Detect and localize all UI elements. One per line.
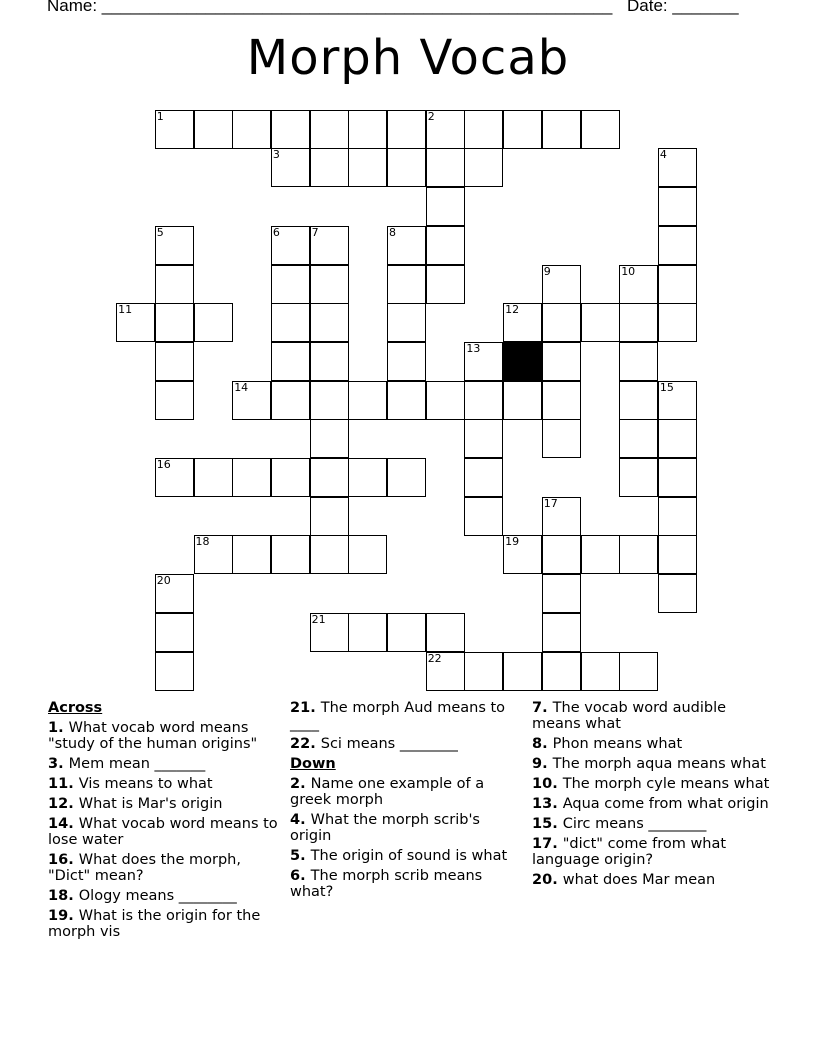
grid-cell[interactable] bbox=[619, 381, 658, 420]
clue-number: 2 bbox=[290, 776, 301, 792]
clue-text: Ology means ________ bbox=[78, 888, 237, 904]
grid-cell[interactable] bbox=[542, 342, 581, 381]
clue-number: 14 bbox=[48, 816, 69, 832]
clue-text: Circ means ________ bbox=[562, 816, 707, 832]
grid-cell[interactable] bbox=[116, 303, 155, 342]
down-clue: 7. The vocab word audible means what bbox=[532, 700, 727, 732]
date-line: Date: _______ bbox=[627, 0, 739, 15]
clue-number: 3 bbox=[48, 756, 59, 772]
clue-text: What vocab word means to lose water bbox=[48, 816, 278, 848]
grid-cell[interactable] bbox=[155, 342, 194, 381]
grid-cell[interactable] bbox=[271, 342, 310, 381]
grid-cell[interactable] bbox=[271, 303, 310, 342]
grid-cell[interactable] bbox=[581, 652, 620, 691]
across-clue: 1. What vocab word means "study of the human origins" bbox=[48, 720, 258, 752]
clue-text: Phon means what bbox=[552, 736, 683, 752]
grid-cell[interactable] bbox=[658, 148, 697, 187]
grid-cell[interactable] bbox=[271, 535, 310, 574]
grid-cell[interactable] bbox=[155, 226, 194, 265]
across-clue: 14. What vocab word means to lose water bbox=[48, 816, 278, 848]
clue-text: The morph aqua means what bbox=[552, 756, 766, 772]
grid-cell[interactable] bbox=[426, 652, 465, 691]
clue-number: 15 bbox=[532, 816, 553, 832]
cell-number: 9 bbox=[543, 264, 551, 278]
grid-cell[interactable] bbox=[658, 535, 697, 574]
grid-cell[interactable] bbox=[155, 265, 194, 304]
grid-cell[interactable] bbox=[387, 226, 426, 265]
name-line: Name: ______________________________________________________ bbox=[47, 0, 613, 15]
clue-text: The morph scrib means what? bbox=[290, 868, 483, 900]
down-clue: 13. Aqua come from what origin bbox=[532, 796, 769, 812]
clue-text: The morph Aud means to ____ bbox=[290, 700, 506, 732]
cell-number: 1 bbox=[156, 109, 164, 123]
grid-cell[interactable] bbox=[387, 148, 426, 187]
down-clue-list-continued bbox=[532, 700, 772, 888]
grid-cell[interactable] bbox=[426, 613, 465, 652]
grid-cell[interactable] bbox=[155, 574, 194, 613]
grid-cell[interactable] bbox=[348, 110, 387, 149]
down-clue: 8. Phon means what bbox=[532, 736, 683, 752]
grid-cell[interactable] bbox=[271, 226, 310, 265]
cell-number: 19 bbox=[505, 535, 520, 549]
cell-number: 15 bbox=[659, 380, 674, 394]
grid-cell[interactable] bbox=[658, 574, 697, 613]
down-clue: 6. The morph scrib means what? bbox=[290, 868, 483, 900]
clue-text: What does the morph, "Dict" mean? bbox=[48, 852, 241, 884]
grid-cell[interactable] bbox=[194, 535, 233, 574]
grid-cell[interactable] bbox=[619, 458, 658, 497]
grid-cell[interactable] bbox=[426, 265, 465, 304]
clue-text: Name one example of a greek morph bbox=[290, 776, 485, 808]
clue-number: 17 bbox=[532, 836, 553, 852]
clue-number: 22 bbox=[290, 736, 311, 752]
cell-number: 22 bbox=[427, 651, 442, 665]
clue-text: Sci means ________ bbox=[320, 736, 458, 752]
cell-number: 18 bbox=[195, 535, 210, 549]
grid-cell[interactable] bbox=[387, 342, 426, 381]
grid-cell[interactable] bbox=[232, 381, 271, 420]
grid-cell[interactable] bbox=[348, 535, 387, 574]
clue-text: "dict" come from what language origin? bbox=[532, 836, 727, 868]
across-clue: 21. The morph Aud means to ____ bbox=[290, 700, 506, 732]
grid-cell[interactable] bbox=[464, 381, 503, 420]
cell-number: 14 bbox=[234, 380, 249, 394]
cell-number: 4 bbox=[659, 148, 667, 162]
grid-cell[interactable] bbox=[310, 110, 349, 149]
grid-cell[interactable] bbox=[542, 303, 581, 342]
grid-cell[interactable] bbox=[387, 613, 426, 652]
grid-cell[interactable] bbox=[310, 148, 349, 187]
clue-number: 9 bbox=[532, 756, 543, 772]
grid-cell[interactable] bbox=[581, 303, 620, 342]
across-clue: 16. What does the morph, "Dict" mean? bbox=[48, 852, 241, 884]
grid-cell[interactable] bbox=[619, 303, 658, 342]
down-clue: 15. Circ means ________ bbox=[532, 816, 707, 832]
grid-cell[interactable] bbox=[155, 458, 194, 497]
cell-number: 7 bbox=[311, 225, 319, 239]
clue-text: Aqua come from what origin bbox=[562, 796, 769, 812]
across-clue-list bbox=[48, 720, 280, 940]
down-clue-list bbox=[290, 776, 522, 900]
grid-cell[interactable] bbox=[619, 419, 658, 458]
clues-column-right bbox=[532, 700, 772, 892]
across-clue: 3. Mem mean _______ bbox=[48, 756, 206, 772]
grid-cell[interactable] bbox=[503, 303, 542, 342]
clue-number: 10 bbox=[532, 776, 553, 792]
grid-cell[interactable] bbox=[426, 187, 465, 226]
grid-cell[interactable] bbox=[310, 535, 349, 574]
grid-cell[interactable] bbox=[348, 458, 387, 497]
grid-cell[interactable] bbox=[387, 303, 426, 342]
grid-cell[interactable] bbox=[232, 458, 271, 497]
grid-cell[interactable] bbox=[310, 342, 349, 381]
grid-cell[interactable] bbox=[310, 458, 349, 497]
grid-cell[interactable] bbox=[542, 265, 581, 304]
grid-cell[interactable] bbox=[658, 226, 697, 265]
grid-cell[interactable] bbox=[658, 187, 697, 226]
grid-cell[interactable] bbox=[542, 110, 581, 149]
grid-cell[interactable] bbox=[658, 419, 697, 458]
grid-cell[interactable] bbox=[503, 535, 542, 574]
down-clue: 9. The morph aqua means what bbox=[532, 756, 766, 772]
grid-cell[interactable] bbox=[310, 497, 349, 536]
clue-number: 6 bbox=[290, 868, 301, 884]
grid-cell[interactable] bbox=[310, 226, 349, 265]
grid-cell[interactable] bbox=[310, 303, 349, 342]
grid-cell[interactable] bbox=[232, 535, 271, 574]
grid-cell[interactable] bbox=[232, 110, 271, 149]
across-heading: Across bbox=[48, 700, 103, 716]
clue-number: 8 bbox=[532, 736, 543, 752]
grid-cell[interactable] bbox=[155, 613, 194, 652]
grid-cell[interactable] bbox=[658, 497, 697, 536]
across-clue-list-continued bbox=[290, 700, 522, 752]
grid-cell[interactable] bbox=[619, 652, 658, 691]
across-clue: 22. Sci means ________ bbox=[290, 736, 458, 752]
grid-cell[interactable] bbox=[464, 148, 503, 187]
cell-number: 13 bbox=[466, 341, 481, 355]
grid-cell[interactable] bbox=[619, 265, 658, 304]
grid-cell[interactable] bbox=[271, 458, 310, 497]
grid-cell[interactable] bbox=[542, 613, 581, 652]
clues-column-middle bbox=[290, 700, 522, 904]
grid-cell[interactable] bbox=[464, 458, 503, 497]
clue-text: What is the origin for the morph vis bbox=[48, 908, 261, 940]
grid-cell[interactable] bbox=[503, 381, 542, 420]
clue-number: 13 bbox=[532, 796, 553, 812]
grid-cell[interactable] bbox=[348, 381, 387, 420]
grid-cell[interactable] bbox=[426, 110, 465, 149]
grid-cell[interactable] bbox=[155, 303, 194, 342]
grid-cell[interactable] bbox=[581, 535, 620, 574]
grid-cell[interactable] bbox=[464, 110, 503, 149]
cell-number: 12 bbox=[505, 303, 520, 317]
grid-cell[interactable] bbox=[348, 148, 387, 187]
grid-cell[interactable] bbox=[387, 265, 426, 304]
clue-number: 1 bbox=[48, 720, 59, 736]
grid-cell[interactable] bbox=[658, 458, 697, 497]
grid-cell[interactable] bbox=[310, 381, 349, 420]
grid-cell[interactable] bbox=[464, 419, 503, 458]
grid-cell[interactable] bbox=[542, 497, 581, 536]
grid-cell[interactable] bbox=[581, 110, 620, 149]
grid-cell[interactable] bbox=[464, 497, 503, 536]
cell-number: 21 bbox=[311, 612, 326, 626]
down-heading: Down bbox=[290, 756, 336, 772]
clue-number: 4 bbox=[290, 812, 301, 828]
clues-column-left bbox=[48, 700, 280, 944]
clue-text: What is Mar's origin bbox=[78, 796, 223, 812]
grid-cell[interactable] bbox=[464, 342, 503, 381]
down-clue: 17. "dict" come from what language origin? bbox=[532, 836, 727, 868]
clue-text: The morph cyle means what bbox=[562, 776, 770, 792]
cell-number: 17 bbox=[543, 496, 558, 510]
cell-number: 8 bbox=[389, 225, 396, 239]
down-clue: 20. what does Mar mean bbox=[532, 872, 716, 888]
grid-cell[interactable] bbox=[387, 458, 426, 497]
black-square bbox=[503, 342, 542, 381]
clue-text: What the morph scrib's origin bbox=[290, 812, 480, 844]
across-clue: 19. What is the origin for the morph vis bbox=[48, 908, 261, 940]
clue-text: Vis means to what bbox=[78, 776, 213, 792]
grid-cell[interactable] bbox=[155, 110, 194, 149]
clue-number: 5 bbox=[290, 848, 301, 864]
grid-cell[interactable] bbox=[271, 381, 310, 420]
cell-number: 16 bbox=[156, 458, 171, 471]
cell-number: 6 bbox=[272, 225, 280, 239]
clue-number: 19 bbox=[48, 908, 69, 924]
grid-cell[interactable] bbox=[155, 652, 194, 691]
clue-number: 7 bbox=[532, 700, 543, 716]
grid-cell[interactable] bbox=[271, 148, 310, 187]
grid-cell[interactable] bbox=[271, 110, 310, 149]
cell-number: 11 bbox=[118, 303, 133, 317]
clue-number: 21 bbox=[290, 700, 311, 716]
grid-cell[interactable] bbox=[464, 652, 503, 691]
page-title: Morph Vocab bbox=[246, 30, 570, 86]
clue-text: Mem mean _______ bbox=[68, 756, 206, 772]
cell-number: 10 bbox=[621, 264, 636, 278]
clue-text: The vocab word audible means what bbox=[532, 700, 727, 732]
grid-cell[interactable] bbox=[194, 110, 233, 149]
grid-cell[interactable] bbox=[348, 613, 387, 652]
grid-cell[interactable] bbox=[426, 226, 465, 265]
grid-cell[interactable] bbox=[619, 342, 658, 381]
grid-cell[interactable] bbox=[310, 265, 349, 304]
grid-cell[interactable] bbox=[542, 535, 581, 574]
grid-cell[interactable] bbox=[542, 574, 581, 613]
grid-cell[interactable] bbox=[155, 381, 194, 420]
grid-cell[interactable] bbox=[658, 303, 697, 342]
cell-number: 2 bbox=[427, 109, 435, 123]
across-clue: 11. Vis means to what bbox=[48, 776, 213, 792]
clue-number: 18 bbox=[48, 888, 69, 904]
cell-number: 20 bbox=[156, 574, 171, 588]
down-clue: 2. Name one example of a greek morph bbox=[290, 776, 485, 808]
cell-number: 5 bbox=[156, 225, 164, 239]
cell-number: 3 bbox=[272, 148, 280, 162]
grid-cell[interactable] bbox=[426, 148, 465, 187]
clue-text: The origin of sound is what bbox=[310, 848, 508, 864]
clue-text: What vocab word means "study of the human origins" bbox=[48, 720, 258, 752]
grid-cell[interactable] bbox=[503, 110, 542, 149]
clue-number: 16 bbox=[48, 852, 69, 868]
grid-cell[interactable] bbox=[194, 303, 233, 342]
grid-cell[interactable] bbox=[619, 535, 658, 574]
clue-text: what does Mar mean bbox=[562, 872, 716, 888]
grid-cell[interactable] bbox=[387, 381, 426, 420]
clue-number: 11 bbox=[48, 776, 69, 792]
grid-cell[interactable] bbox=[310, 613, 349, 652]
grid-cell[interactable] bbox=[271, 265, 310, 304]
grid-cell[interactable] bbox=[542, 419, 581, 458]
down-clue: 5. The origin of sound is what bbox=[290, 848, 508, 864]
down-clue: 10. The morph cyle means what bbox=[532, 776, 770, 792]
grid-cell[interactable] bbox=[503, 652, 542, 691]
grid-cell[interactable] bbox=[658, 381, 697, 420]
grid-cell[interactable] bbox=[194, 458, 233, 497]
across-clue: 12. What is Mar's origin bbox=[48, 796, 223, 812]
grid-cell[interactable] bbox=[426, 381, 465, 420]
down-clue: 4. What the morph scrib's origin bbox=[290, 812, 480, 844]
clue-number: 12 bbox=[48, 796, 69, 812]
clue-number: 20 bbox=[532, 872, 553, 888]
grid-cell[interactable] bbox=[658, 265, 697, 304]
across-clue: 18. Ology means ________ bbox=[48, 888, 237, 904]
grid-cell[interactable] bbox=[387, 110, 426, 149]
grid-cell[interactable] bbox=[542, 381, 581, 420]
grid-cell[interactable] bbox=[310, 419, 349, 458]
grid-cell[interactable] bbox=[542, 652, 581, 691]
